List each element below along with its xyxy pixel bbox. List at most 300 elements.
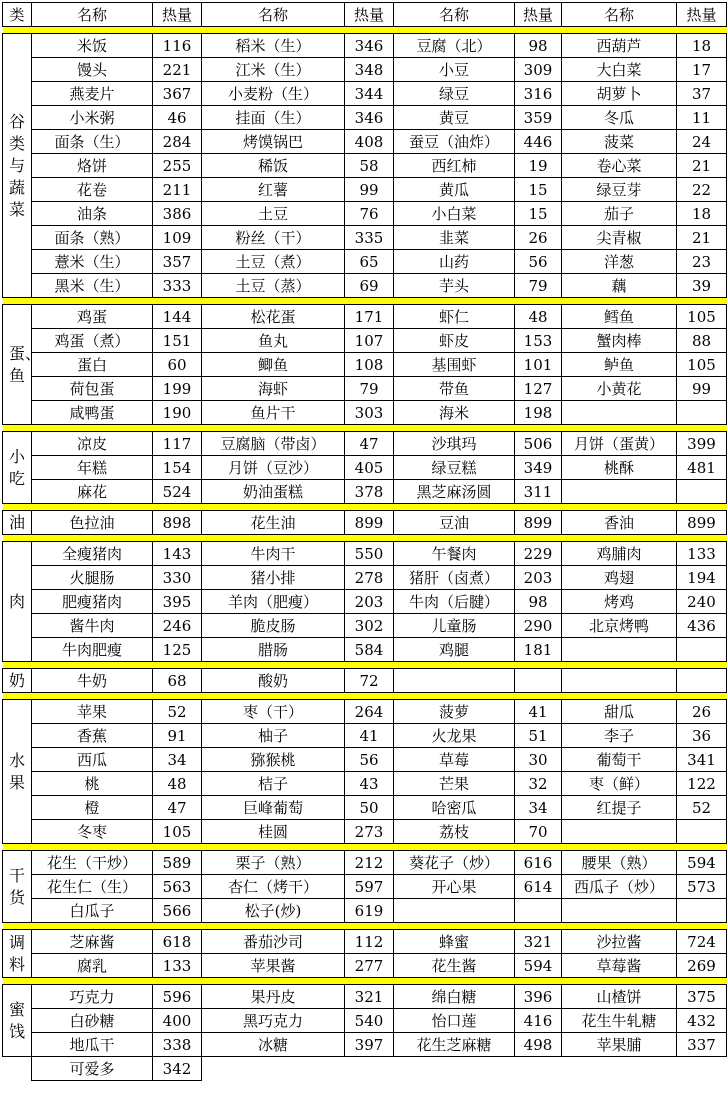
calorie-cell: 190 [153,401,202,425]
calorie-cell: 76 [345,202,394,226]
food-name-cell: 橙 [32,796,153,820]
calorie-cell: 23 [677,250,727,274]
food-name-cell: 西红柿 [394,154,515,178]
separator-bar [3,27,727,34]
food-name-cell: 大白菜 [562,58,677,82]
food-name-cell [562,669,677,693]
food-name-cell: 花生芝麻糖 [394,1033,515,1057]
separator-bar [3,978,727,985]
calorie-cell: 375 [677,985,727,1009]
calorie-cell: 70 [515,820,562,844]
food-name-cell: 稀饭 [202,154,345,178]
food-name-cell: 挂面（生） [202,106,345,130]
calorie-cell: 899 [515,511,562,535]
section-separator [3,662,727,669]
food-name-cell: 黄豆 [394,106,515,130]
calorie-cell: 342 [153,1057,202,1081]
food-name-cell: 咸鸭蛋 [32,401,153,425]
calorie-cell: 212 [345,851,394,875]
calorie-cell: 133 [677,542,727,566]
calorie-cell: 273 [345,820,394,844]
table-row [3,305,727,329]
section-separator [3,425,727,432]
calorie-cell: 48 [153,772,202,796]
calorie-cell: 481 [677,456,727,480]
food-name-cell: 儿童肠 [394,614,515,638]
table-row [3,566,727,590]
food-name-cell: 年糕 [32,456,153,480]
calorie-cell: 143 [153,542,202,566]
food-name-cell: 虾仁 [394,305,515,329]
calorie-cell: 311 [515,480,562,504]
calorie-cell: 309 [515,58,562,82]
calorie-cell: 566 [153,899,202,923]
calorie-cell: 60 [153,353,202,377]
calorie-cell: 117 [153,432,202,456]
table-row [3,954,727,978]
calorie-cell: 405 [345,456,394,480]
food-name-cell: 蜂蜜 [394,930,515,954]
food-name-cell: 怡口莲 [394,1009,515,1033]
calorie-cell: 122 [677,772,727,796]
calorie-cell: 50 [345,796,394,820]
food-name-cell: 腰果（熟） [562,851,677,875]
category-label: 调料 [9,932,26,974]
food-name-cell: 葵花子（炒） [394,851,515,875]
category-label: 奶 [9,670,26,690]
food-name-cell: 绿豆芽 [562,178,677,202]
calorie-cell: 899 [345,511,394,535]
food-name-cell: 绿豆糕 [394,456,515,480]
food-name-cell: 面条（熟） [32,226,153,250]
table-row [3,614,727,638]
food-name-cell: 西葫芦 [562,34,677,58]
calorie-cell [677,401,727,425]
calorie-cell [677,899,727,923]
table-row [3,796,727,820]
table-row [3,590,727,614]
food-name-cell: 绵白糖 [394,985,515,1009]
calorie-cell: 597 [345,875,394,899]
food-name-cell [562,638,677,662]
calorie-cell: 47 [153,796,202,820]
food-name-cell: 麻花 [32,480,153,504]
food-name-cell: 鸡蛋（煮） [32,329,153,353]
calorie-cell: 584 [345,638,394,662]
separator-bar [3,693,727,700]
food-name-cell: 洋葱 [562,250,677,274]
calorie-cell: 56 [515,250,562,274]
calorie-cell: 395 [153,590,202,614]
food-name-cell: 海虾 [202,377,345,401]
calorie-cell: 269 [677,954,727,978]
food-name-cell: 基围虾 [394,353,515,377]
calorie-cell: 616 [515,851,562,875]
food-name-cell: 脆皮肠 [202,614,345,638]
calorie-cell: 229 [515,542,562,566]
food-name-cell: 山药 [394,250,515,274]
calorie-cell: 337 [677,1033,727,1057]
food-name-cell: 绿豆 [394,82,515,106]
calorie-cell: 540 [345,1009,394,1033]
calorie-cell: 58 [345,154,394,178]
category-cell [3,511,32,535]
calorie-cell: 348 [345,58,394,82]
food-name-cell: 腊肠 [202,638,345,662]
calorie-cell: 15 [515,202,562,226]
section-separator [3,844,727,851]
calorie-cell: 898 [153,511,202,535]
calorie-cell: 436 [677,614,727,638]
food-name-cell: 虾皮 [394,329,515,353]
food-name-cell: 火腿肠 [32,566,153,590]
food-name-cell: 苹果酱 [202,954,345,978]
table-row [3,178,727,202]
food-name-cell: 桃酥 [562,456,677,480]
category-cell [3,34,32,298]
calorie-cell: 151 [153,329,202,353]
calorie-cell: 171 [345,305,394,329]
calorie-cell: 72 [345,669,394,693]
table-row [3,542,727,566]
food-name-cell: 北京烤鸭 [562,614,677,638]
food-name-cell: 薏米（生） [32,250,153,274]
food-name-cell: 芒果 [394,772,515,796]
calorie-cell: 594 [515,954,562,978]
calorie-cell: 52 [153,700,202,724]
header-category: 类 [3,3,32,27]
calorie-cell: 105 [677,305,727,329]
category-cell [3,985,32,1057]
food-name-cell: 牛奶 [32,669,153,693]
calorie-cell: 321 [345,985,394,1009]
food-name-cell: 花生（干炒） [32,851,153,875]
calorie-cell: 105 [677,353,727,377]
food-name-cell: 花生油 [202,511,345,535]
table-row [3,851,727,875]
table-row [3,82,727,106]
table-row [3,724,727,748]
food-name-cell [394,669,515,693]
food-name-cell: 烤馍锅巴 [202,130,345,154]
food-name-cell: 荔枝 [394,820,515,844]
calorie-cell: 346 [345,106,394,130]
table-row [3,226,727,250]
table-row [3,748,727,772]
separator-bar [3,425,727,432]
table-row [3,154,727,178]
table-row [3,377,727,401]
calorie-cell: 396 [515,985,562,1009]
food-name-cell: 牛肉干 [202,542,345,566]
calorie-cell: 144 [153,305,202,329]
table-row [3,772,727,796]
category-label: 油 [9,512,26,532]
food-name-cell: 奶油蛋糕 [202,480,345,504]
food-name-cell: 草莓酱 [562,954,677,978]
food-name-cell: 藕 [562,274,677,298]
calorie-cell [677,480,727,504]
food-name-cell: 鸡脯肉 [562,542,677,566]
calorie-cell: 98 [515,34,562,58]
food-name-cell: 菠萝 [394,700,515,724]
food-name-cell: 芋头 [394,274,515,298]
calorie-cell: 290 [515,614,562,638]
calorie-cell: 41 [345,724,394,748]
food-name-cell: 香蕉 [32,724,153,748]
category-label: 蜜饯 [9,999,26,1041]
food-name-cell: 午餐肉 [394,542,515,566]
section-separator [3,978,727,985]
calorie-cell: 344 [345,82,394,106]
section-separator [3,298,727,305]
calorie-cell: 284 [153,130,202,154]
food-name-cell: 猪小排 [202,566,345,590]
calorie-cell: 524 [153,480,202,504]
food-name-cell: 冬瓜 [562,106,677,130]
table-row [3,274,727,298]
table-row [3,820,727,844]
empty-category-cell [3,1057,32,1081]
food-name-cell: 鱼丸 [202,329,345,353]
food-name-cell: 火龙果 [394,724,515,748]
calorie-cell: 52 [677,796,727,820]
table-row [3,669,727,693]
food-name-cell: 松花蛋 [202,305,345,329]
section-separator [3,27,727,34]
calorie-cell: 125 [153,638,202,662]
calorie-table [2,2,727,1081]
calorie-cell: 618 [153,930,202,954]
calorie-cell: 36 [677,724,727,748]
calorie-cell: 109 [153,226,202,250]
calorie-cell: 11 [677,106,727,130]
section-separator [3,693,727,700]
food-name-cell: 小豆 [394,58,515,82]
food-name-cell: 土豆 [202,202,345,226]
food-name-cell: 草莓 [394,748,515,772]
food-name-cell: 番茄沙司 [202,930,345,954]
food-name-cell: 沙琪玛 [394,432,515,456]
calorie-cell: 112 [345,930,394,954]
calorie-cell: 303 [345,401,394,425]
calorie-cell: 22 [677,178,727,202]
calorie-cell: 359 [515,106,562,130]
calorie-cell: 724 [677,930,727,954]
calorie-cell: 99 [677,377,727,401]
calorie-cell: 18 [677,34,727,58]
table-row [3,432,727,456]
food-name-cell: 卷心菜 [562,154,677,178]
header-calories: 热量 [153,3,202,27]
table-row [3,353,727,377]
separator-bar [3,662,727,669]
calorie-cell: 24 [677,130,727,154]
table-row [3,985,727,1009]
category-cell [3,542,32,662]
calorie-cell: 899 [677,511,727,535]
calorie-cell: 498 [515,1033,562,1057]
food-name-cell: 韭菜 [394,226,515,250]
food-name-cell: 苹果 [32,700,153,724]
calorie-cell: 41 [515,700,562,724]
calorie-cell: 21 [677,226,727,250]
calorie-cell: 211 [153,178,202,202]
food-name-cell: 果丹皮 [202,985,345,1009]
section-separator [3,504,727,511]
calorie-cell: 333 [153,274,202,298]
food-name-cell: 猪肝（卤煮） [394,566,515,590]
food-name-cell: 可爱多 [32,1057,153,1081]
calorie-cell [677,669,727,693]
calorie-cell: 594 [677,851,727,875]
food-name-cell [562,480,677,504]
table-row [3,638,727,662]
food-name-cell [562,401,677,425]
food-name-cell: 酸奶 [202,669,345,693]
food-name-cell: 桔子 [202,772,345,796]
calorie-cell: 26 [677,700,727,724]
food-name-cell: 尖青椒 [562,226,677,250]
calorie-cell: 101 [515,353,562,377]
food-name-cell: 黑巧克力 [202,1009,345,1033]
food-name-cell [562,899,677,923]
food-name-cell: 江米（生） [202,58,345,82]
calorie-cell: 321 [515,930,562,954]
food-name-cell: 小白菜 [394,202,515,226]
category-label: 肉 [9,591,26,611]
calorie-cell [515,669,562,693]
food-name-cell: 冬枣 [32,820,153,844]
food-name-cell: 沙拉酱 [562,930,677,954]
calorie-cell: 221 [153,58,202,82]
calorie-cell: 46 [153,106,202,130]
food-name-cell: 黑芝麻汤圆 [394,480,515,504]
food-name-cell: 鲫鱼 [202,353,345,377]
table-row [3,401,727,425]
table-row [3,456,727,480]
calorie-cell: 573 [677,875,727,899]
calorie-cell: 589 [153,851,202,875]
calorie-cell: 19 [515,154,562,178]
food-name-cell: 冰糖 [202,1033,345,1057]
food-name-cell [394,899,515,923]
food-name-cell: 地瓜干 [32,1033,153,1057]
calorie-cell: 386 [153,202,202,226]
calorie-cell: 302 [345,614,394,638]
category-cell [3,432,32,504]
food-name-cell: 开心果 [394,875,515,899]
calorie-cell: 338 [153,1033,202,1057]
food-name-cell: 小黄花 [562,377,677,401]
food-name-cell: 月饼（豆沙） [202,456,345,480]
food-name-cell: 猕猴桃 [202,748,345,772]
calorie-cell: 127 [515,377,562,401]
category-label: 蛋、鱼 [9,343,42,385]
food-name-cell: 油条 [32,202,153,226]
category-cell [3,930,32,978]
calorie-cell: 51 [515,724,562,748]
calorie-cell: 69 [345,274,394,298]
calorie-cell: 98 [515,590,562,614]
calorie-cell: 34 [153,748,202,772]
calorie-cell: 194 [677,566,727,590]
calorie-cell [515,899,562,923]
calorie-cell: 349 [515,456,562,480]
calorie-cell: 506 [515,432,562,456]
food-name-cell: 黄瓜 [394,178,515,202]
calorie-cell: 79 [345,377,394,401]
food-name-cell: 凉皮 [32,432,153,456]
calorie-cell: 18 [677,202,727,226]
calorie-cell: 39 [677,274,727,298]
food-name-cell: 巨峰葡萄 [202,796,345,820]
food-name-cell: 红提子 [562,796,677,820]
food-name-cell: 枣（鲜） [562,772,677,796]
food-name-cell: 花卷 [32,178,153,202]
food-name-cell: 香油 [562,511,677,535]
category-label: 谷类与蔬菜 [9,111,26,219]
calorie-cell: 397 [345,1033,394,1057]
table-row [3,875,727,899]
food-name-cell: 柚子 [202,724,345,748]
calorie-cell: 116 [153,34,202,58]
food-name-cell: 白瓜子 [32,899,153,923]
food-name-cell: 面条（生） [32,130,153,154]
food-name-cell: 红薯 [202,178,345,202]
calorie-cell: 99 [345,178,394,202]
calorie-cell: 416 [515,1009,562,1033]
calorie-cell: 47 [345,432,394,456]
food-name-cell: 西瓜 [32,748,153,772]
table-row [3,480,727,504]
header-calories: 热量 [345,3,394,27]
calorie-cell: 432 [677,1009,727,1033]
food-name-cell: 山楂饼 [562,985,677,1009]
food-name-cell: 西瓜子（炒） [562,875,677,899]
calorie-cell: 199 [153,377,202,401]
food-name-cell: 栗子（熟） [202,851,345,875]
category-cell [3,851,32,923]
header-row [3,3,727,27]
food-name-cell: 桂圆 [202,820,345,844]
calorie-cell: 330 [153,566,202,590]
calorie-cell: 335 [345,226,394,250]
table-row [3,58,727,82]
food-name-cell: 苹果脯 [562,1033,677,1057]
food-name-cell: 巧克力 [32,985,153,1009]
separator-bar [3,535,727,542]
food-name-cell: 鱼片干 [202,401,345,425]
food-name-cell: 豆油 [394,511,515,535]
food-name-cell: 黑米（生） [32,274,153,298]
food-name-cell: 枣（干） [202,700,345,724]
food-name-cell: 花生牛轧糖 [562,1009,677,1033]
food-name-cell: 桃 [32,772,153,796]
food-name-cell: 花生仁（生） [32,875,153,899]
food-name-cell: 花生酱 [394,954,515,978]
section-separator [3,535,727,542]
table-row [3,250,727,274]
header-calories: 热量 [677,3,727,27]
food-name-cell: 白砂糖 [32,1009,153,1033]
food-name-cell: 肥瘦猪肉 [32,590,153,614]
table-row [3,700,727,724]
food-name-cell: 燕麦片 [32,82,153,106]
calorie-cell: 88 [677,329,727,353]
food-name-cell: 海米 [394,401,515,425]
calorie-cell: 154 [153,456,202,480]
